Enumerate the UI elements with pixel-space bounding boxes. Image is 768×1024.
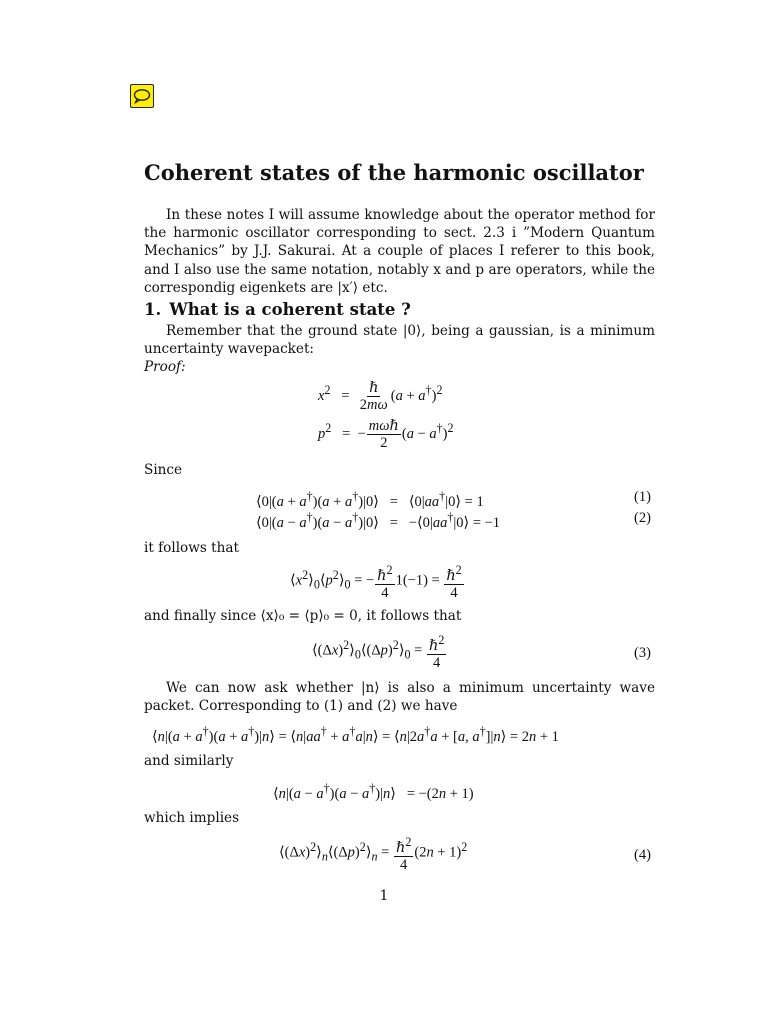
equation-2: ⟨0|(a − a†)(a − a†)|0⟩ = −⟨0|aa†|0⟩ = −1 xyxy=(256,510,501,531)
equation-3: $⟨(\Delta x)^2⟩_0⟨(\Delta p)^2⟩_0$ = $\frac{\hbar^2}{4}$ xyxy=(312,633,445,671)
remember-paragraph: Remember that the ground state |0⟩, being a gaussian, is a minimum uncertainty wavepacket: xyxy=(144,323,655,358)
equation-n-plus: ⟨n|(a + a†)(a + a†)|n⟩ = ⟨n|aa† + a†a|n⟩ = ⟨n|2a†a + [a, a†]|n⟩ = 2n + 1 xyxy=(152,724,559,745)
equation-label-1: (1) xyxy=(634,489,651,505)
section-title: What is a coherent state ? xyxy=(169,300,411,319)
page-number: 1 xyxy=(379,888,389,904)
now-paragraph: We can now ask whether |n⟩ is also a minimum uncertainty wave packet. Corresponding to (1) and (2) we have xyxy=(144,680,655,715)
intro-paragraph: In these notes I will assume knowledge about the operator method for the harmonic oscillator corresponding to sect. 2.3 i ”Modern Quantum Mechanics” by J.J. Sakurai. At a couple of places I referer to this book, and I also use the same notation, notably x and p are operators, while the correspondig eigenkets are |x′⟩ etc. xyxy=(144,207,655,296)
equation-label-3: (3) xyxy=(634,645,651,661)
equation-label-2: (2) xyxy=(634,510,651,526)
and-finally-text: and finally since ⟨x⟩₀ = ⟨p⟩₀ = 0, it follows that xyxy=(144,608,462,624)
section-heading xyxy=(144,300,411,319)
equation-x-squared: $x^2$ = $\frac{\text{ℏ}}{2m\omega}$ $(a + a^\dagger)^2$ xyxy=(318,380,443,413)
equation-1: ⟨0|(a + a†)(a + a†)|0⟩ = ⟨0|aa†|0⟩ = 1 xyxy=(256,489,484,510)
equation-4: $⟨(\Delta x)^2⟩_n⟨(\Delta p)^2⟩_n$ = $\frac{\hbar^2}{4}$ $(2n + 1)^2$ xyxy=(279,835,468,873)
since-text: Since xyxy=(144,462,183,478)
and-similarly-text: and similarly xyxy=(144,753,234,769)
equation-product: $⟨x^2⟩_0⟨p^2⟩_0$ = − $\frac{\hbar^2}{4}$ 1(−1) = $\frac{\hbar^2}{4}$ xyxy=(290,563,462,601)
which-implies-text: which implies xyxy=(144,810,240,826)
equation-n-minus: ⟨n|(a − a†)(a − a†)|n⟩ = −(2n + 1) xyxy=(273,781,474,802)
comment-note-icon[interactable] xyxy=(130,84,154,108)
equation-label-4: (4) xyxy=(634,847,651,863)
paper-title: Coherent states of the harmonic oscillator xyxy=(144,160,644,185)
equation-p-squared: $p^2$ = − $\frac{\text{mωℏ}}{2}$ $(a - a^\dagger)^2$ xyxy=(318,418,454,451)
proof-label: Proof: xyxy=(144,359,186,375)
it-follows-text: it follows that xyxy=(144,540,239,556)
section-number: 1. xyxy=(144,300,162,319)
